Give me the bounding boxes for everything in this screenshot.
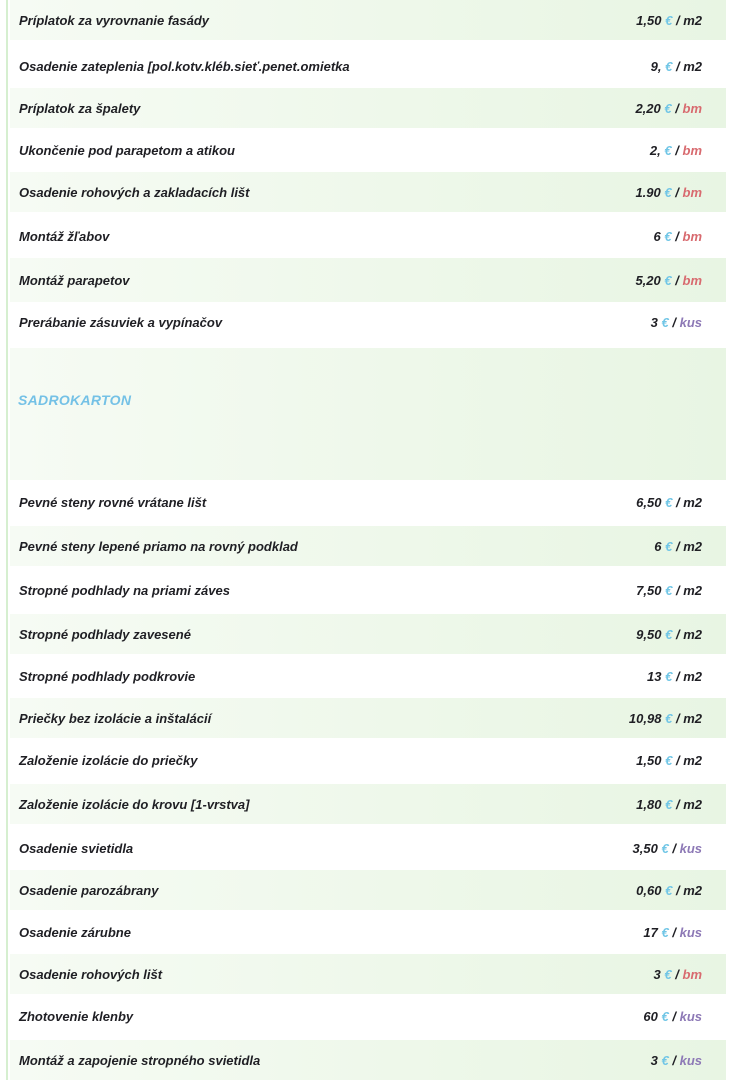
unit-separator: / [672,840,676,856]
euro-symbol: € [664,966,672,982]
price-value: 1,50 [636,12,662,28]
unit-separator: / [675,538,680,554]
euro-symbol: € [665,668,673,684]
item-label: Osadenie rohových lišt [19,966,163,982]
price-row [10,870,726,910]
item-price [651,59,726,74]
euro-symbol: € [664,142,672,158]
euro-symbol: € [665,882,673,898]
price-value: 2, [649,142,661,158]
item-label: Osadenie zateplenia [pol.kotv.kléb.sieť.penet.omietka [19,58,350,74]
price-row [10,954,726,994]
price-value: 6 [653,228,661,244]
item-label: Osadenie parozábrany [19,882,159,898]
price-unit: bm [682,100,702,116]
price-row [10,216,726,256]
page-left-rule [6,0,8,1080]
price-row [10,302,726,342]
price-unit: bm [682,966,702,982]
item-price [650,143,726,158]
unit-separator: / [675,228,679,244]
unit-separator: / [675,626,680,642]
item-label: Pevné steny rovné vrátane lišt [19,494,207,510]
euro-symbol: € [665,494,673,510]
item-price [654,229,726,244]
price-unit: m2 [683,796,702,812]
price-unit: m2 [683,710,702,726]
item-label: Montáž parapetov [19,272,130,288]
item-price [636,797,726,812]
euro-symbol: € [665,58,673,74]
unit-separator: / [675,668,680,684]
price-row [10,130,726,170]
price-unit: kus [679,924,702,940]
euro-symbol: € [665,538,673,554]
price-unit: m2 [683,752,702,768]
item-price [651,1053,726,1068]
unit-separator: / [675,272,679,288]
price-unit: m2 [683,626,702,642]
unit-separator: / [675,184,679,200]
unit-separator: / [672,1008,676,1024]
price-unit: m2 [683,668,702,684]
euro-symbol: € [665,796,673,812]
price-value: 1.90 [635,184,661,200]
price-row [10,172,726,212]
price-row [10,784,726,824]
price-row [10,0,726,40]
item-price [654,539,726,554]
unit-separator: / [675,882,680,898]
euro-symbol: € [665,626,673,642]
item-price [635,273,726,288]
item-label: Ukončenie pod parapetom a atikou [19,142,235,158]
euro-symbol: € [665,710,673,726]
price-value: 0,60 [636,882,662,898]
euro-symbol: € [661,840,669,856]
price-value: 2,20 [635,100,661,116]
price-value: 3,50 [632,840,658,856]
item-label: Priečky bez izolácie a inštalácií [19,710,212,726]
item-price [629,711,726,726]
price-value: 60 [643,1008,658,1024]
item-price [651,315,726,330]
price-value: 1,80 [636,796,662,812]
price-unit: kus [679,314,702,330]
price-unit: m2 [683,882,702,898]
price-value: 17 [643,924,658,940]
item-label: Osadenie svietidla [19,840,134,856]
price-value: 1,50 [636,752,662,768]
item-label: Zhotovenie klenby [19,1008,134,1024]
price-value: 7,50 [636,582,662,598]
unit-separator: / [675,752,680,768]
price-value: 10,98 [628,710,662,726]
price-row [10,828,726,868]
euro-symbol: € [661,1008,669,1024]
euro-symbol: € [664,100,672,116]
price-row [10,482,726,522]
section-band [10,348,726,480]
item-label: Montáž a zapojenie stropného svietidla [19,1052,261,1068]
item-label: Montáž žľabov [19,228,110,244]
price-value: 3 [650,314,658,330]
price-value: 3 [650,1052,658,1068]
unit-separator: / [675,12,680,28]
price-value: 6,50 [636,494,662,510]
unit-separator: / [675,58,680,74]
euro-symbol: € [665,752,673,768]
item-price [654,967,726,982]
euro-symbol: € [664,228,672,244]
price-unit: kus [679,1052,702,1068]
item-price [635,101,726,116]
item-price [636,495,726,510]
price-row [10,656,726,696]
price-row [10,570,726,610]
price-value: 5,20 [635,272,661,288]
unit-separator: / [675,796,680,812]
price-row [10,46,726,86]
item-price [636,753,726,768]
euro-symbol: € [661,314,669,330]
unit-separator: / [672,1052,676,1068]
item-price [633,841,726,856]
price-row [10,1040,726,1080]
price-unit: m2 [683,582,702,598]
item-label: Pevné steny lepené priamo na rovný podklad [19,538,298,554]
unit-separator: / [675,142,679,158]
item-label: Príplatok za vyrovnanie fasády [19,12,210,28]
item-label: Príplatok za špalety [19,100,141,116]
item-price [643,1009,726,1024]
price-unit: kus [679,1008,702,1024]
price-row [10,912,726,952]
item-label: Osadenie rohových a zakladacích lišt [19,184,250,200]
unit-separator: / [675,582,680,598]
euro-symbol: € [661,924,669,940]
price-row [10,698,726,738]
price-unit: bm [682,228,702,244]
price-row [10,614,726,654]
unit-separator: / [675,494,680,510]
price-row [10,996,726,1036]
euro-symbol: € [665,12,673,28]
item-price [647,669,726,684]
section-title: SADROKARTON [18,392,132,408]
price-unit: m2 [683,12,702,28]
price-unit: bm [682,272,702,288]
euro-symbol: € [664,272,672,288]
price-row [10,258,726,302]
item-price [636,627,726,642]
item-price [643,925,726,940]
unit-separator: / [672,314,676,330]
item-label: Stropné podhlady podkrovie [19,668,196,684]
item-label: Založenie izolácie do krovu [1-vrstva] [19,796,250,812]
item-label: Stropné podhlady zavesené [19,626,191,642]
price-value: 13 [647,668,662,684]
item-price [636,883,726,898]
item-price [635,185,726,200]
euro-symbol: € [661,1052,669,1068]
price-unit: bm [682,184,702,200]
item-label: Prerábanie zásuviek a vypínačov [19,314,223,330]
price-unit: m2 [683,538,702,554]
price-unit: m2 [683,494,702,510]
item-label: Založenie izolácie do priečky [19,752,198,768]
price-value: 3 [653,966,661,982]
price-value: 6 [654,538,662,554]
price-unit: kus [679,840,702,856]
price-value: 9, [650,58,662,74]
price-unit: m2 [683,58,702,74]
item-label: Stropné podhlady na priami záves [19,582,230,598]
item-label: Osadenie zárubne [19,924,131,940]
unit-separator: / [672,924,676,940]
price-row [10,526,726,566]
price-row [10,740,726,780]
price-row [10,88,726,128]
unit-separator: / [675,710,680,726]
unit-separator: / [675,100,679,116]
item-price [636,583,726,598]
euro-symbol: € [665,582,673,598]
price-unit: bm [682,142,702,158]
unit-separator: / [675,966,679,982]
euro-symbol: € [664,184,672,200]
price-value: 9,50 [636,626,662,642]
item-price [636,13,726,28]
